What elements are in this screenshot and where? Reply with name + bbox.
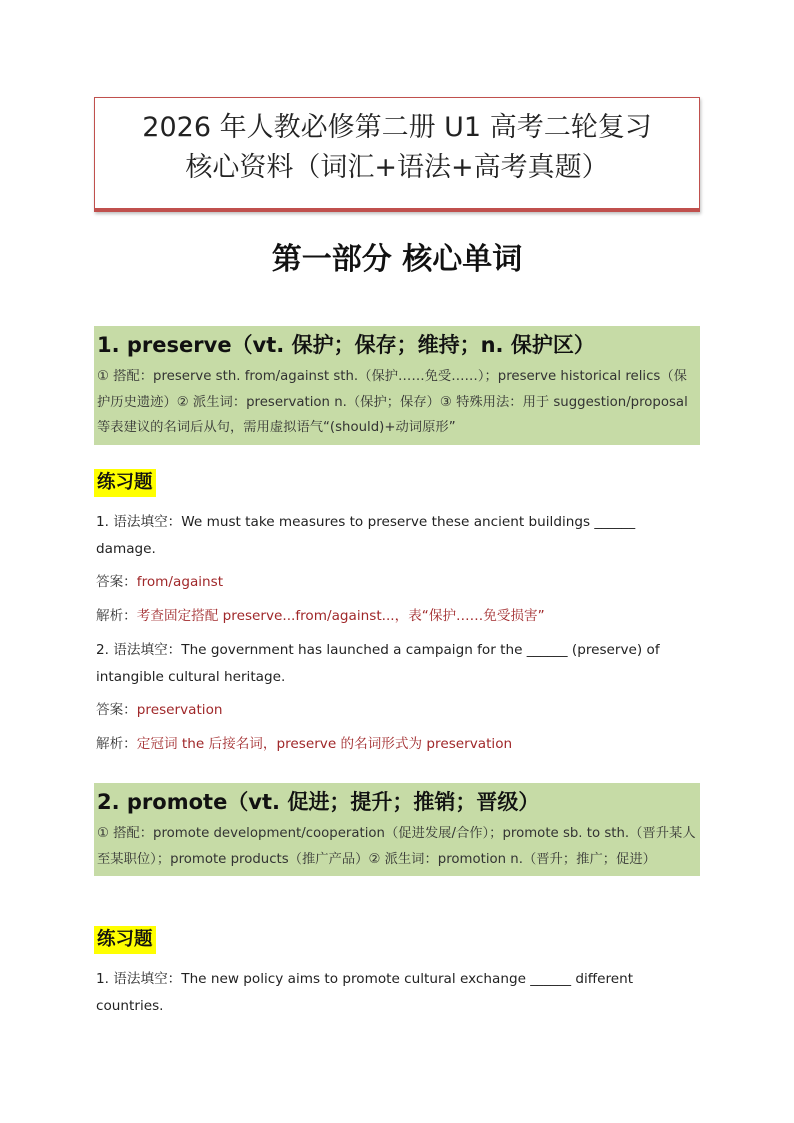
word-heading: 1. preserve（vt. 保护；保存；维持；n. 保护区） [97, 333, 595, 357]
document-title-box [94, 97, 700, 212]
document-title-line2: 核心资料（词汇+语法+高考真题） [185, 152, 609, 183]
answer-label: 答案： [96, 702, 137, 718]
question-text: 1. 语法填空：The new policy aims to promote cultural exchange ______ different countries. [96, 971, 634, 1014]
explanation-text: 考查固定搭配 preserve...from/against...，表“保护……免受损害” [136, 608, 545, 624]
explanation-line [96, 734, 696, 754]
word-heading: 2. promote（vt. 促进；提升；推销；晋级） [97, 790, 540, 814]
answer-label: 答案： [96, 574, 137, 590]
answer-line [96, 700, 696, 720]
part-heading: 第一部分 核心单词 [271, 242, 523, 277]
word-notes: ① 搭配：promote development/cooperation（促进发展/合作）；promote sb. to sth.（晋升某人至某职位）；promote products（推广产品）② 派生词：promotion n.（晋升；推广；促进） [97, 826, 696, 867]
question-text: 2. 语法填空：The government has launched a campaign for the ______ (preserve) of intangible cultural heritage. [96, 642, 660, 685]
answer-text: from/against [136, 574, 224, 590]
practice-label: 练习题 [94, 926, 156, 954]
answer-line [96, 572, 696, 592]
word-entry-promote [94, 783, 700, 876]
explanation-text: 定冠词 the 后接名词，preserve 的名词形式为 preservation [136, 736, 513, 752]
explanation-line [96, 606, 696, 626]
word-entry-preserve [94, 326, 700, 445]
question-text: 1. 语法填空：We must take measures to preserve these ancient buildings ______ damage. [96, 514, 636, 557]
document-title-line1: 2026 年人教必修第二册 U1 高考二轮复习 [142, 112, 652, 143]
word-notes: ① 搭配：preserve sth. from/against sth.（保护……免受……）；preserve historical relics（保护历史遗迹）② 派生词：preservation n.（保护；保存）③ 特殊用法：用于 suggestion/proposal 等表建议的名词后从句，需用虚拟语气“(should)+动词原形” [97, 369, 688, 435]
practice-label: 练习题 [94, 469, 156, 497]
explanation-label: 解析： [96, 736, 137, 752]
answer-text: preservation [136, 702, 223, 718]
explanation-label: 解析： [96, 608, 137, 624]
